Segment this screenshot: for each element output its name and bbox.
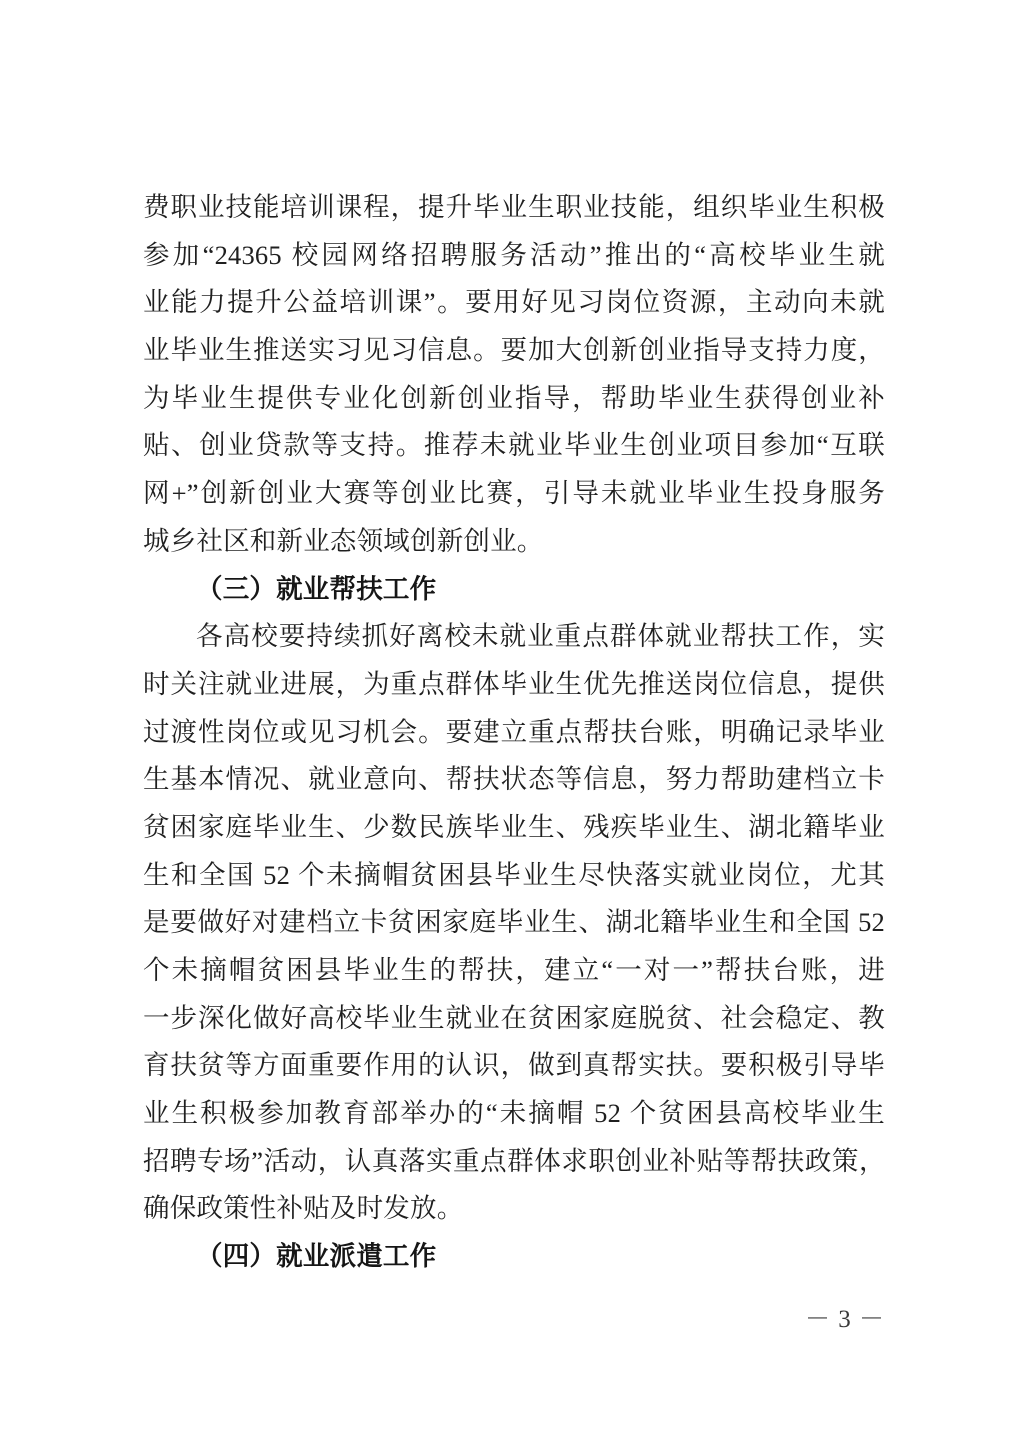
paragraph-employment-assistance — [143, 613, 885, 1233]
text-line: 个未摘帽贫困县毕业生的帮扶，建立“一对一”帮扶台账，进 — [143, 955, 885, 985]
document-body — [143, 184, 885, 1281]
text-line: 生基本情况、就业意向、帮扶状态等信息，努力帮助建档立卡 — [143, 764, 885, 795]
text-line: 各高校要持续抓好离校未就业重点群体就业帮扶工作，实 — [196, 621, 885, 652]
text-line: 一步深化做好高校毕业生就业在贫困家庭脱贫、社会稳定、教 — [143, 1002, 885, 1033]
text-line: 业毕业生推送实习见习信息。要加大创新创业指导支持力度， — [143, 335, 885, 366]
text-line: 时关注就业进展，为重点群体毕业生优先推送岗位信息，提供 — [143, 668, 885, 699]
text-line: 招聘专场”活动，认真落实重点群体求职创业补贴等帮扶政策， — [143, 1145, 885, 1176]
text-line: 过渡性岗位或见习机会。要建立重点帮扶台账，明确记录毕业 — [143, 716, 885, 747]
section-heading-4: （四）就业派遣工作 — [196, 1241, 437, 1272]
text-line: 生和全国 52 个未摘帽贫困县毕业生尽快落实就业岗位，尤其 — [143, 859, 885, 890]
text-line: 业生积极参加教育部举办的“未摘帽 52 个贫困县高校毕业生 — [143, 1098, 885, 1129]
section-heading-3: （三）就业帮扶工作 — [196, 573, 437, 604]
text-line: 是要做好对建档立卡贫困家庭毕业生、湖北籍毕业生和全国 52 — [143, 907, 885, 938]
text-line: 参加“24365 校园网络招聘服务活动”推出的“高校毕业生就 — [143, 239, 885, 270]
text-line: 为毕业生提供专业化创新创业指导，帮助毕业生获得创业补 — [143, 382, 885, 413]
page-number: － 3 － — [804, 1306, 885, 1333]
text-line: 育扶贫等方面重要作用的认识，做到真帮实扶。要积极引导毕 — [143, 1050, 885, 1081]
paragraph-continuation — [143, 184, 885, 566]
text-line: 确保政策性补贴及时发放。 — [143, 1193, 464, 1224]
text-line: 贫困家庭毕业生、少数民族毕业生、残疾毕业生、湖北籍毕业 — [143, 811, 885, 842]
text-line: 业能力提升公益培训课”。要用好见习岗位资源，主动向未就 — [143, 287, 885, 318]
text-line: 费职业技能培训课程，提升毕业生职业技能，组织毕业生积极 — [143, 192, 885, 222]
text-line: 城乡社区和新业态领域创新创业。 — [143, 525, 544, 556]
text-line: 贴、创业贷款等支持。推荐未就业毕业生创业项目参加“互联 — [143, 430, 885, 461]
text-line: 网+”创新创业大赛等创业比赛，引导未就业毕业生投身服务 — [143, 478, 885, 509]
